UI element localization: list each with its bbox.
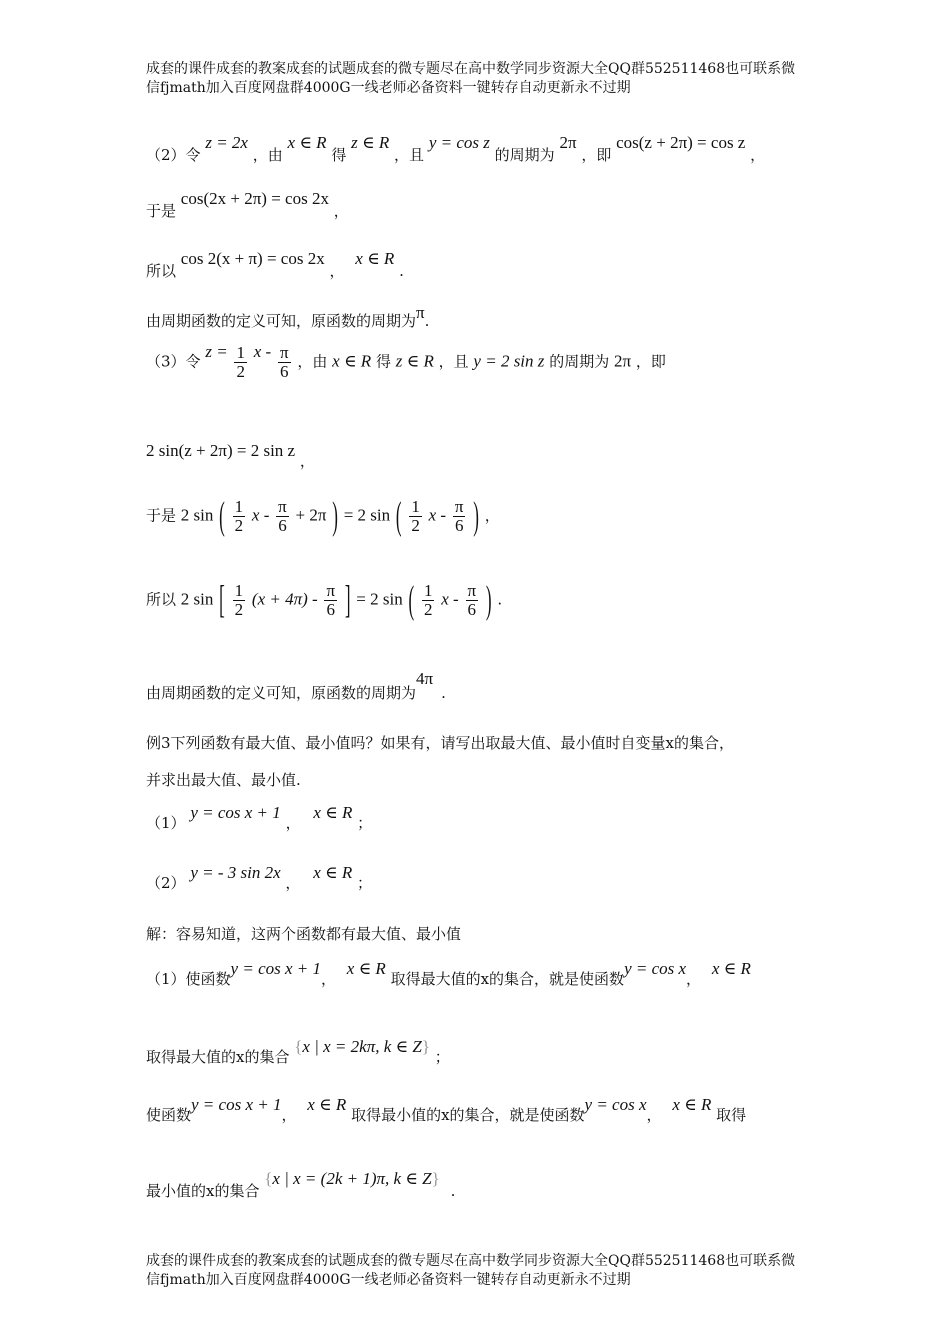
math-expression: π <box>416 303 425 322</box>
fraction-numerator: 1 <box>423 581 433 600</box>
fraction-half <box>234 344 247 381</box>
text-fragment: （2） <box>146 874 186 892</box>
text-fragment: 于是 <box>146 202 177 220</box>
text-fragment: . <box>450 1182 456 1200</box>
text-fragment: ， <box>333 202 349 220</box>
part3-label: （3）令 <box>146 352 201 371</box>
left-paren: ( <box>408 577 415 622</box>
part2-label: （2）令 <box>146 146 201 164</box>
text-fragment: . <box>424 312 430 330</box>
text-fragment: 的周期为 <box>494 146 555 164</box>
text-fragment: ； <box>357 874 373 892</box>
fraction-half <box>233 498 246 535</box>
part3-conclusion <box>146 668 446 702</box>
part2-line-2 <box>146 188 349 220</box>
fraction-pi-six <box>324 582 337 619</box>
solution-1-line-1 <box>146 958 751 988</box>
part2-line-3 <box>146 248 404 280</box>
text-fragment: ， <box>646 1106 662 1124</box>
fraction-denominator: 2 <box>423 600 433 619</box>
text-fragment: 于是 <box>146 506 177 525</box>
text-fragment: ， <box>285 874 301 892</box>
math-expression: x ∈ R <box>313 863 353 882</box>
footer-line-1: 成套的课件成套的教案成套的试题成套的微专题尽在高中数学同步资源大全QQ群552511468也可联系微 <box>146 1253 796 1269</box>
text-fragment: ； <box>434 1048 450 1066</box>
math-expression: x ∈ R <box>307 1095 347 1114</box>
fraction-numerator: 1 <box>234 581 244 600</box>
header-line-2: 信fjmath加入百度网盘群4000G一线老师必备资料一键转存自动更新永不过期 <box>146 80 631 96</box>
math-expression: y = 2 sin z <box>473 351 545 371</box>
math-expression: x ∈ R <box>711 959 751 978</box>
fraction-numerator: 1 <box>234 497 244 516</box>
text-fragment: ，即 <box>581 146 612 164</box>
fraction-pi-six <box>278 344 291 381</box>
text-fragment: ，且 <box>394 146 425 164</box>
fraction-denominator: 6 <box>278 516 287 535</box>
text-fragment: ， <box>750 146 766 164</box>
text-fragment: 所以 <box>146 590 177 609</box>
part3-line-3 <box>146 493 500 538</box>
math-expression: 2 sin(z + 2π) = 2 sin z <box>146 441 296 460</box>
fraction-half <box>233 582 246 619</box>
part3-line-4 <box>146 577 503 622</box>
text-fragment: ，即 <box>635 352 666 371</box>
text-fragment: 取得最大值的x的集合，就是使函数 <box>390 970 625 988</box>
fraction-numerator: 1 <box>411 497 420 516</box>
fraction-denominator: 2 <box>234 600 244 619</box>
solution-1-line-4: 最小值的x的集合 {x | x = (2k + 1)π, k ∈ Z} . <box>146 1169 456 1200</box>
text-fragment: 取得最大值的x的集合 <box>146 1048 290 1066</box>
math-expression: 2 sin <box>180 589 214 609</box>
math-expression: y = cos x + 1 <box>190 803 281 822</box>
text-fragment: ， <box>329 262 345 280</box>
math-expression: (x + 4π) - <box>251 589 318 609</box>
math-expression: cos(z + 2π) = cos z <box>616 133 746 152</box>
math-expression: + 2π <box>295 505 327 525</box>
text-fragment: 取得 <box>716 1106 747 1124</box>
text-fragment: ，且 <box>438 352 469 371</box>
question-1 <box>146 802 373 832</box>
math-expression: y = cos x <box>624 959 687 978</box>
math-expression: x ∈ R <box>287 133 327 152</box>
left-bracket: [ <box>219 577 225 622</box>
math-expression: x ∈ R <box>346 959 386 978</box>
text-fragment: 所以 <box>146 262 177 280</box>
text-fragment: . <box>497 590 503 609</box>
math-expression: y = cos z <box>428 133 490 152</box>
left-paren: ( <box>395 493 402 538</box>
text-fragment: ，由 <box>252 146 283 164</box>
text-fragment: ； <box>357 814 373 832</box>
text-fragment: ， <box>321 970 337 988</box>
question-2 <box>146 862 373 892</box>
fraction-numerator: π <box>326 581 336 600</box>
math-expression: x ∈ R <box>672 1095 712 1114</box>
part2-line-1 <box>146 132 766 164</box>
solution-intro: 解：容易知道，这两个函数都有最大值、最小值 <box>146 925 462 943</box>
math-expression: x | x = 2kπ, k ∈ Z <box>302 1037 422 1056</box>
part3-line-2 <box>146 440 315 470</box>
math-expression: 4π <box>416 669 434 688</box>
text-fragment: 最小值的x的集合 <box>146 1182 260 1200</box>
left-paren: ( <box>219 493 225 538</box>
fraction-numerator: π <box>278 497 287 516</box>
fraction-half <box>409 498 422 535</box>
example3-question-line-1: 例3下列函数有最大值、最小值吗？如果有，请写出取最大值、最小值时自变量x的集合， <box>146 734 735 752</box>
math-expression: z = 2x <box>205 133 248 152</box>
text-fragment: . <box>441 684 446 702</box>
text-fragment: 由周期函数的定义可知，原函数的周期为 <box>146 312 417 330</box>
text-fragment: 取得最小值的x的集合，就是使函数 <box>351 1106 585 1124</box>
text-fragment: ，由 <box>297 352 328 371</box>
math-expression: x ∈ R <box>332 351 372 371</box>
math-expression: = 2 sin <box>343 505 391 525</box>
text-fragment: ， <box>281 1106 297 1124</box>
right-bracket: ] <box>344 577 351 622</box>
text-fragment: ， <box>285 814 301 832</box>
example3-question-line-2: 并求出最大值、最小值. <box>146 771 301 789</box>
page-header <box>146 60 830 98</box>
fraction-pi-six <box>466 582 479 619</box>
math-expression: cos(2x + 2π) = cos 2x <box>180 189 329 208</box>
math-expression: x ∈ R <box>355 249 395 268</box>
fraction-denominator: 6 <box>326 600 336 619</box>
right-paren: ) <box>332 493 338 538</box>
math-expression: 2 sin <box>180 505 214 525</box>
math-expression: x - <box>253 341 272 361</box>
fraction-denominator: 2 <box>234 516 244 535</box>
fraction-denominator: 6 <box>454 516 464 535</box>
fraction-denominator: 2 <box>411 516 420 535</box>
math-expression: 2π <box>559 133 577 152</box>
math-expression: cos 2(x + π) = cos 2x <box>180 249 325 268</box>
text-fragment: 由周期函数的定义可知，原函数的周期为 <box>146 684 417 702</box>
text-fragment: 使函数 <box>146 1106 192 1124</box>
part3-line-1 <box>146 341 666 381</box>
text-fragment: 得 <box>375 352 391 371</box>
text-fragment: . <box>399 262 404 280</box>
text-fragment: 得 <box>331 146 347 164</box>
math-expression: 2π <box>613 351 632 371</box>
text-fragment: ， <box>299 452 315 470</box>
fraction-numerator: 1 <box>236 343 245 362</box>
text-fragment: （1） <box>146 814 186 832</box>
math-expression: y = - 3 sin 2x <box>190 863 281 882</box>
fraction-half <box>422 582 435 619</box>
right-paren: ) <box>485 577 492 622</box>
math-expression: x - <box>251 505 270 525</box>
fraction-numerator: π <box>454 497 464 516</box>
fraction-denominator: 6 <box>280 362 289 381</box>
footer-line-2: 信fjmath加入百度网盘群4000G一线老师必备资料一键转存自动更新永不过期 <box>146 1272 631 1288</box>
solution-1-line-2: 取得最大值的x的集合 {x | x = 2kπ, k ∈ Z} ； <box>146 1037 450 1066</box>
right-paren: ) <box>473 493 479 538</box>
text-fragment: ， <box>686 970 702 988</box>
fraction-pi-six <box>276 498 289 535</box>
math-expression: y = cos x + 1 <box>230 959 321 978</box>
fraction-denominator: 2 <box>236 362 245 381</box>
header-line-1: 成套的课件成套的教案成套的试题成套的微专题尽在高中数学同步资源大全QQ群552511468也可联系微 <box>146 61 796 77</box>
math-expression: y = cos x + 1 <box>191 1095 282 1114</box>
math-expression: z ∈ R <box>395 351 434 371</box>
text-fragment: ， <box>484 506 500 525</box>
text-fragment: （1）使函数 <box>146 970 231 988</box>
solution-1-line-3 <box>146 1094 747 1124</box>
math-expression: z ∈ R <box>351 133 390 152</box>
math-expression: z = <box>205 341 228 361</box>
math-expression: x - <box>428 505 447 525</box>
fraction-denominator: 6 <box>467 600 477 619</box>
text-fragment: 的周期为 <box>549 352 610 371</box>
fraction-numerator: π <box>467 581 477 600</box>
fraction-numerator: π <box>279 343 289 362</box>
part2-conclusion <box>146 303 430 330</box>
math-expression: = 2 sin <box>356 589 403 609</box>
math-expression: x ∈ R <box>313 803 353 822</box>
page-footer <box>146 1252 830 1290</box>
math-expression: x - <box>441 589 459 609</box>
fraction-pi-six <box>453 498 466 535</box>
math-expression: y = cos x <box>584 1095 647 1114</box>
math-expression: x | x = (2k + 1)π, k ∈ Z <box>272 1169 432 1188</box>
